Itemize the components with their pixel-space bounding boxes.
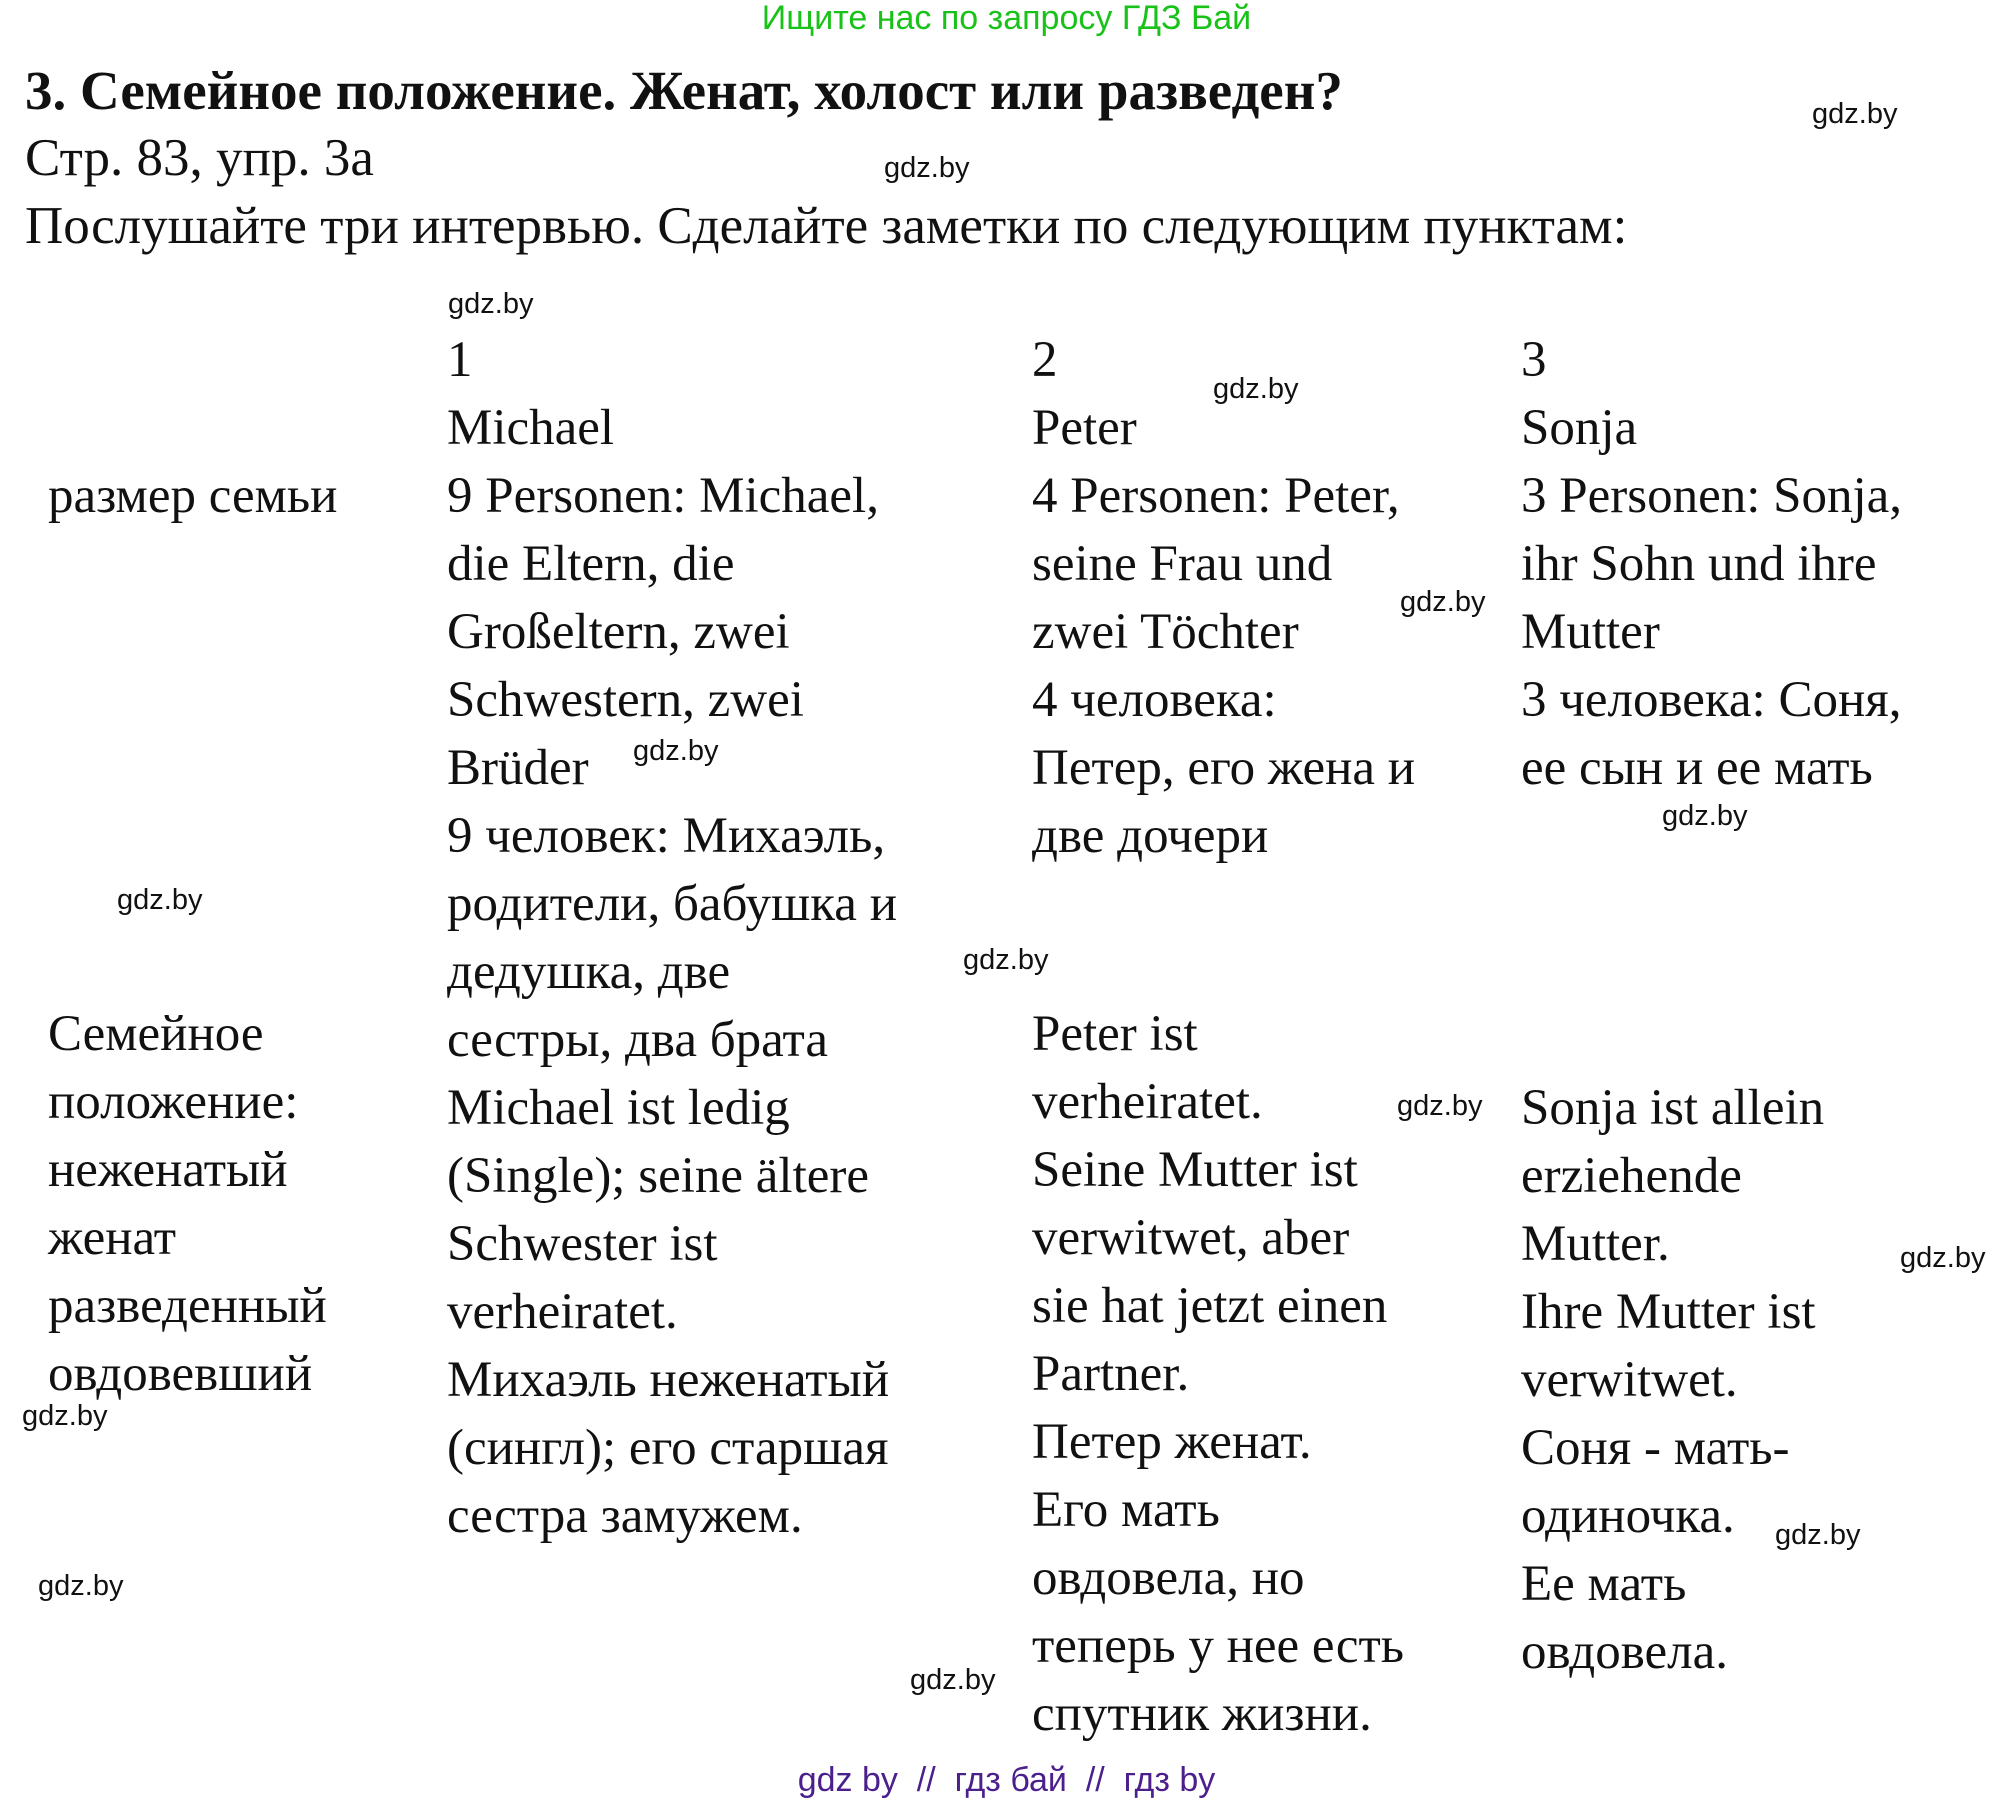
column-1-marital-status: Michael ist ledig (Single); seine ältere Schwester ist verheiratet. Михаэль неженатый (сингл); его старшая сестра замужем. <box>447 1080 890 1544</box>
watermark: gdz.by <box>1775 1519 1861 1551</box>
instruction-text: Послушайте три интервью. Сделайте заметки по следующим пунктам: <box>25 197 1628 255</box>
top-banner[interactable]: Ищите нас по запросу ГДЗ Бай <box>761 0 1252 37</box>
watermark: gdz.by <box>633 735 719 767</box>
watermark: gdz.by <box>1400 586 1486 618</box>
row-label-marital-status: Семейное положение: неженатый женат разведенный овдовевший <box>48 1006 327 1402</box>
watermark: gdz.by <box>448 288 534 320</box>
column-name: Michael <box>447 400 615 456</box>
watermark: gdz.by <box>1213 373 1299 405</box>
watermark: gdz.by <box>38 1570 124 1602</box>
column-number: 3 <box>1521 332 1547 388</box>
page-reference: Стр. 83, упр. 3а <box>25 129 374 187</box>
watermark: gdz.by <box>1662 800 1748 832</box>
watermark: gdz.by <box>117 884 203 916</box>
column-2-marital-status: Peter ist verheiratet. Seine Mutter ist verwitwet, aber sie hat jetzt einen Partner. Петер женат. Его мать овдовела, но теперь у нее есть спутник жизни. <box>1032 1006 1405 1742</box>
watermark: gdz.by <box>963 944 1049 976</box>
column-name: Sonja <box>1521 400 1638 456</box>
watermark: gdz.by <box>22 1400 108 1432</box>
column-number: 1 <box>447 332 473 388</box>
watermark: gdz.by <box>1900 1242 1986 1274</box>
watermark: gdz.by <box>1812 98 1898 130</box>
column-3-marital-status: Sonja ist allein erziehende Mutter. Ihre Mutter ist verwitwet. Соня - мать- одиночка. Ее мать овдовела. <box>1521 1080 1825 1680</box>
column-2-family-size: 4 Personen: Peter, seine Frau und zwei Töchter 4 человека: Петер, его жена и две дочери <box>1032 468 1416 864</box>
row-label-family-size: размер семьи <box>48 468 338 524</box>
watermark: gdz.by <box>910 1664 996 1696</box>
column-1-family-size: 9 Personen: Michael, die Eltern, die Großeltern, zwei Schwestern, zwei Brüder 9 человек: Михаэль, родители, бабушка и дедушка, две сестры, два брата <box>447 468 897 1068</box>
exercise-title: 3. Семейное положение. Женат, холост или разведен? <box>25 60 1343 121</box>
column-2-header <box>1032 326 1137 462</box>
column-3-header <box>1521 326 1637 462</box>
footer-links[interactable]: gdz by // гдз бай // гдз by <box>797 1761 1216 1799</box>
column-3-family-size: 3 Personen: Sonja, ihr Sohn und ihre Mutter 3 человека: Соня, ее сын и ее мать <box>1521 468 1903 796</box>
column-number: 2 <box>1032 332 1058 388</box>
column-1-header <box>447 326 614 462</box>
column-name: Peter <box>1032 400 1137 456</box>
watermark: gdz.by <box>1397 1090 1483 1122</box>
watermark: gdz.by <box>884 152 970 184</box>
